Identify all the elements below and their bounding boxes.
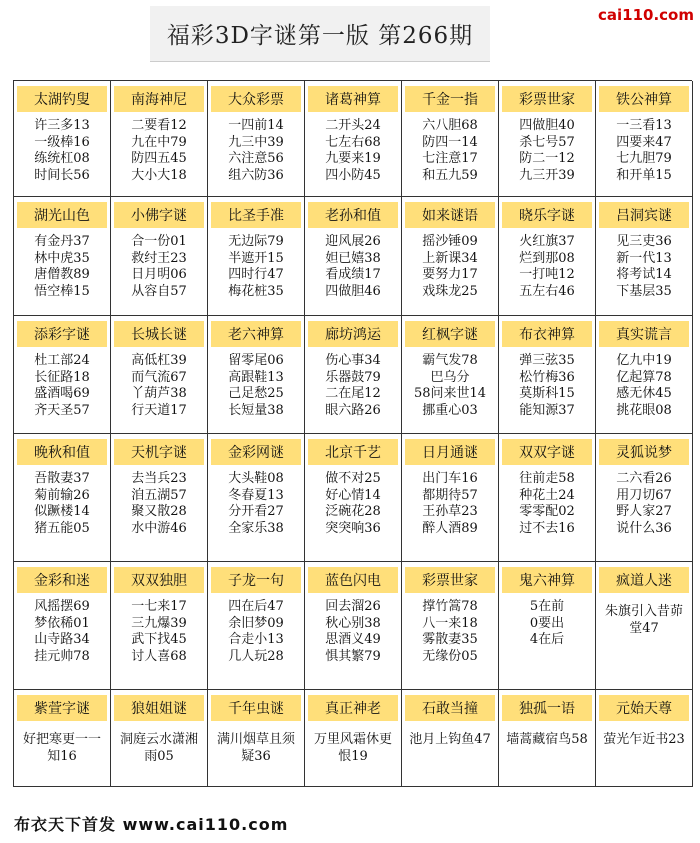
riddle-line: 58问来世14: [413, 386, 487, 401]
riddle-lines: [402, 234, 498, 300]
riddle-line: 亿九中19: [616, 353, 672, 368]
column-header: 长城长谜: [114, 321, 204, 347]
riddle-line: 摇沙锤09: [422, 234, 478, 249]
riddle-line: 七注意17: [422, 151, 478, 166]
riddle-line: 四时行47: [228, 267, 284, 282]
riddle-lines: [596, 234, 692, 300]
riddle-cell: [14, 434, 111, 562]
riddle-line: 唐僧教89: [34, 267, 90, 282]
riddle-line: 六注意56: [228, 151, 284, 166]
column-header: 日月通谜: [405, 439, 495, 465]
riddle-line: 都期待57: [422, 487, 478, 503]
riddle-line: 九在中79: [131, 134, 187, 150]
riddle-line: 七左右68: [325, 134, 381, 150]
riddle-line: 妲已嬉38: [325, 250, 381, 266]
riddle-line: 杀七号57: [519, 134, 575, 150]
riddle-line: 洞庭云水潇湘雨05: [119, 732, 198, 764]
riddle-line: 齐天圣57: [34, 402, 90, 418]
riddle-cell: [499, 81, 596, 197]
riddle-line: 丫葫芦38: [131, 386, 187, 401]
column-header: 疯道人迷: [599, 567, 689, 593]
riddle-line: 感无休45: [616, 386, 672, 401]
riddle-cell: [111, 316, 208, 434]
riddle-line: 留零尾06: [228, 353, 284, 368]
riddle-lines: [14, 731, 110, 765]
riddle-cell: [111, 690, 208, 787]
riddle-line: 长征路18: [34, 369, 90, 385]
riddle-line: 高低杠39: [131, 353, 187, 368]
riddle-line: 己足愁25: [228, 386, 284, 401]
column-header: 灵狐说梦: [599, 439, 689, 465]
column-header: 红枫字谜: [405, 321, 495, 347]
riddle-line: 水中游46: [131, 520, 187, 536]
riddle-line: 九三开39: [519, 167, 575, 183]
riddle-line: 练统杠08: [34, 151, 90, 166]
riddle-line: 秋心别38: [325, 615, 381, 631]
riddle-lines: [305, 471, 401, 537]
riddle-line: 突突响36: [325, 520, 381, 536]
riddle-line: 种花土24: [519, 487, 575, 503]
page-title: 福彩3D字谜第一版 第266期: [166, 23, 474, 49]
riddle-line: 上新课34: [422, 250, 478, 266]
riddle-line: 梅花桩35: [228, 283, 284, 299]
riddle-line: 无边际79: [228, 234, 284, 249]
riddle-line: 好心情14: [325, 487, 381, 503]
column-header: 小佛字谜: [114, 202, 204, 228]
riddle-line: 救纣王23: [131, 250, 187, 266]
riddle-line: 0要出: [529, 615, 565, 631]
riddle-line: 说什么36: [616, 520, 672, 536]
riddle-lines: [111, 731, 207, 765]
column-header: 老六神算: [211, 321, 301, 347]
riddle-line: 雾散妻35: [422, 632, 478, 647]
riddle-lines: [111, 599, 207, 665]
column-header: 金彩网谜: [211, 439, 301, 465]
riddle-lines: [402, 118, 498, 184]
column-header: 晓乐字谜: [502, 202, 592, 228]
column-header: 如来谜语: [405, 202, 495, 228]
riddle-lines: [499, 599, 595, 649]
riddle-line: 而气流67: [131, 369, 187, 385]
riddle-line: 能知源37: [519, 402, 575, 418]
riddle-lines: [14, 118, 110, 184]
riddle-cell: [305, 316, 402, 434]
riddle-line: 组六防36: [228, 167, 284, 183]
riddle-line: 半遮开15: [228, 250, 284, 266]
riddle-cell: [208, 197, 305, 316]
riddle-line: 三九爆39: [131, 615, 187, 631]
riddle-line: 二要看12: [131, 118, 187, 133]
riddle-line: 巴乌分: [430, 369, 470, 385]
riddle-line: 四要来47: [616, 134, 672, 150]
column-header: 比圣手准: [211, 202, 301, 228]
riddle-line: 菊前输26: [34, 487, 90, 503]
riddle-lines: [596, 353, 692, 419]
riddle-line: 盛酒喝69: [34, 386, 90, 401]
column-header: 真正神老: [308, 695, 398, 721]
riddle-line: 眼六路26: [325, 402, 381, 418]
riddle-line: 万里风霜休更恨19: [313, 732, 392, 764]
riddle-line: 王孙草23: [422, 504, 478, 519]
column-header: 北京千艺: [308, 439, 398, 465]
riddle-line: 见三吏36: [616, 234, 672, 249]
riddle-lines: [208, 118, 304, 184]
riddle-cell: [402, 562, 499, 690]
riddle-line: 四做胆46: [325, 283, 381, 299]
riddle-line: 萤光乍近书23: [603, 732, 685, 747]
riddle-line: 吾散妻37: [34, 471, 90, 486]
riddle-lines: [305, 234, 401, 300]
riddle-cell: [402, 690, 499, 787]
riddle-line: 防二一12: [519, 151, 575, 166]
riddle-cell: [596, 81, 693, 197]
riddle-line: 往前走58: [519, 471, 575, 486]
riddle-line: 二六看26: [616, 471, 672, 486]
riddle-line: 悟空棒15: [34, 283, 90, 299]
riddle-line: 日月明06: [131, 267, 187, 282]
riddle-cell: [596, 316, 693, 434]
riddle-line: 防四一14: [422, 134, 478, 150]
riddle-line: 墙蒿藏宿鸟58: [506, 732, 588, 747]
riddle-line: 用刀切67: [616, 487, 672, 503]
riddle-lines: [14, 234, 110, 300]
riddle-lines: [596, 118, 692, 184]
riddle-cell: [596, 197, 693, 316]
riddle-line: 和开单15: [616, 167, 672, 183]
riddle-line: 松竹梅36: [519, 369, 575, 385]
riddle-line: 六八胆68: [422, 118, 478, 133]
riddle-line: 九要来19: [325, 151, 381, 166]
column-header: 独孤一语: [502, 695, 592, 721]
riddle-line: 烂到那08: [519, 250, 575, 266]
riddle-line: 过不去16: [519, 520, 575, 536]
riddle-lines: [305, 599, 401, 665]
riddle-line: 时间长56: [34, 167, 90, 183]
riddle-line: 出门车16: [422, 471, 478, 486]
riddle-line: 分开看27: [228, 504, 284, 519]
riddle-line: 惧其繁79: [325, 648, 381, 664]
column-header: 千金一指: [405, 86, 495, 112]
column-header: 南海神尼: [114, 86, 204, 112]
riddle-line: 撑竹篙78: [422, 599, 478, 614]
riddle-line: 要努力17: [422, 267, 478, 282]
riddle-lines: [596, 603, 692, 637]
riddle-lines: [208, 731, 304, 765]
riddle-line: 一级棒16: [34, 134, 90, 150]
riddle-cell: [499, 197, 596, 316]
riddle-lines: [402, 599, 498, 665]
riddle-line: 八一来18: [422, 615, 478, 631]
riddle-lines: [111, 118, 207, 184]
riddle-line: 弹三弦35: [519, 353, 575, 368]
riddle-line: 新一代13: [616, 250, 672, 266]
riddle-lines: [208, 234, 304, 300]
riddle-line: 迎风展26: [325, 234, 381, 249]
riddle-lines: [402, 471, 498, 537]
riddle-line: 一三看13: [616, 118, 672, 133]
riddle-cell: [499, 316, 596, 434]
riddle-line: 有金丹37: [34, 234, 90, 249]
riddle-line: 冬春夏13: [228, 487, 284, 503]
riddle-line: 大头鞋08: [228, 471, 284, 486]
riddle-line: 林中虎35: [34, 250, 90, 266]
riddle-line: 亿起算78: [616, 369, 672, 385]
riddle-cell: [499, 434, 596, 562]
riddle-line: 4在后: [529, 632, 565, 647]
column-header: 石敢当撞: [405, 695, 495, 721]
column-header: 子龙一句: [211, 567, 301, 593]
riddle-line: 下基层35: [616, 283, 672, 299]
riddle-line: 和五九59: [422, 167, 478, 183]
riddle-line: 无缘份05: [422, 648, 478, 664]
riddle-line: 挪重心03: [422, 402, 478, 418]
riddle-line: 回去溜26: [325, 599, 381, 614]
riddle-cell: [111, 197, 208, 316]
column-header: 老孙和值: [308, 202, 398, 228]
riddle-line: 满川烟草且须疑36: [216, 732, 295, 764]
riddle-line: 山寺路34: [34, 632, 90, 647]
riddle-lines: [208, 471, 304, 537]
riddle-lines: [14, 599, 110, 665]
riddle-cell: [14, 81, 111, 197]
column-header: 布衣神算: [502, 321, 592, 347]
column-header: 诸葛神算: [308, 86, 398, 112]
riddle-cell: [402, 434, 499, 562]
riddle-line: 从容自57: [131, 283, 187, 299]
riddle-line: 全家乐38: [228, 520, 284, 536]
riddle-lines: [499, 118, 595, 184]
column-header: 廊坊鸿运: [308, 321, 398, 347]
riddle-line: 好把寒更一一知16: [22, 732, 101, 764]
riddle-line: 长短量38: [228, 402, 284, 418]
riddle-line: 行天道17: [131, 402, 187, 418]
riddle-cell: [596, 434, 693, 562]
riddle-line: 猪五能05: [34, 520, 90, 536]
riddle-table: [13, 80, 692, 787]
riddle-cell: [402, 197, 499, 316]
riddle-line: 四做胆40: [519, 118, 575, 133]
riddle-cell: [208, 690, 305, 787]
riddle-line: 似蹶楼14: [34, 504, 90, 519]
column-header: 大众彩票: [211, 86, 301, 112]
riddle-lines: [305, 731, 401, 765]
riddle-lines: [111, 234, 207, 300]
column-header: 鬼六神算: [502, 567, 592, 593]
riddle-line: 泛碗花28: [325, 504, 381, 519]
riddle-line: 四在后47: [228, 599, 284, 614]
riddle-line: 莫斯科15: [519, 386, 575, 401]
riddle-line: 一打吨12: [519, 267, 575, 282]
riddle-lines: [111, 471, 207, 537]
footer-source: 布衣天下首发 www.cai110.com: [14, 815, 289, 834]
site-logo[interactable]: cai110.com: [598, 6, 694, 24]
riddle-line: 做不对25: [325, 471, 381, 486]
riddle-lines: [111, 353, 207, 419]
riddle-line: 思酒义49: [325, 632, 381, 647]
riddle-line: 醉人酒89: [422, 520, 478, 536]
riddle-line: 九三中39: [228, 134, 284, 150]
riddle-cell: [596, 562, 693, 690]
column-header: 双双字谜: [502, 439, 592, 465]
riddle-line: 五左右46: [519, 283, 575, 299]
riddle-line: 风摇摆69: [34, 599, 90, 614]
riddle-cell: [499, 690, 596, 787]
riddle-line: 大小大18: [131, 167, 187, 183]
column-header: 千年虫谜: [211, 695, 301, 721]
column-header: 紫萱字谜: [17, 695, 107, 721]
riddle-line: 霸气发78: [422, 353, 478, 368]
column-header: 双双独胆: [114, 567, 204, 593]
riddle-cell: [305, 434, 402, 562]
riddle-cell: [14, 690, 111, 787]
riddle-lines: [499, 353, 595, 419]
riddle-line: 挑花眼08: [616, 402, 672, 418]
riddle-line: 二在尾12: [325, 386, 381, 401]
riddle-cell: [305, 690, 402, 787]
riddle-line: 讨人喜68: [131, 648, 187, 664]
riddle-line: 一四前14: [228, 118, 284, 133]
riddle-lines: [596, 731, 692, 748]
riddle-lines: [402, 731, 498, 748]
riddle-cell: [305, 197, 402, 316]
riddle-line: 几人玩28: [228, 648, 284, 664]
riddle-line: 伤心事34: [325, 353, 381, 368]
riddle-line: 去当兵23: [131, 471, 187, 486]
riddle-lines: [208, 353, 304, 419]
column-header: 彩票世家: [405, 567, 495, 593]
riddle-line: 许三多13: [34, 118, 90, 133]
column-header: 铁公神算: [599, 86, 689, 112]
riddle-lines: [305, 353, 401, 419]
riddle-lines: [499, 471, 595, 537]
column-header: 晚秋和值: [17, 439, 107, 465]
riddle-line: 5在前: [529, 599, 565, 614]
riddle-line: 合走小13: [228, 632, 284, 647]
riddle-cell: [596, 690, 693, 787]
riddle-lines: [499, 234, 595, 300]
column-header: 狼姐姐谜: [114, 695, 204, 721]
riddle-cell: [208, 316, 305, 434]
riddle-cell: [111, 81, 208, 197]
title-banner: [150, 6, 490, 62]
riddle-line: 二开头24: [325, 118, 381, 133]
riddle-cell: [14, 316, 111, 434]
riddle-line: 防四五45: [131, 151, 187, 166]
riddle-line: 乐器鼓79: [325, 369, 381, 385]
riddle-cell: [402, 316, 499, 434]
riddle-cell: [208, 434, 305, 562]
riddle-cell: [305, 562, 402, 690]
riddle-line: 合一份01: [131, 234, 187, 249]
column-header: 元始天尊: [599, 695, 689, 721]
riddle-line: 零零配02: [519, 504, 575, 519]
column-header: 金彩和迷: [17, 567, 107, 593]
riddle-line: 看成绩17: [325, 267, 381, 282]
riddle-line: 野人家27: [616, 504, 672, 519]
riddle-lines: [14, 471, 110, 537]
column-header: 天机字谜: [114, 439, 204, 465]
riddle-line: 杜工部24: [34, 353, 90, 368]
riddle-line: 七九胆79: [616, 151, 672, 166]
riddle-line: 将考试14: [616, 267, 672, 282]
riddle-line: 高跟鞋13: [228, 369, 284, 385]
riddle-line: 戏珠龙25: [422, 283, 478, 299]
riddle-lines: [499, 731, 595, 748]
riddle-cell: [14, 562, 111, 690]
riddle-cell: [208, 562, 305, 690]
column-header: 蓝色闪电: [308, 567, 398, 593]
riddle-cell: [111, 562, 208, 690]
riddle-line: 火红旗37: [519, 234, 575, 249]
riddle-cell: [14, 197, 111, 316]
riddle-cell: [402, 81, 499, 197]
riddle-lines: [305, 118, 401, 184]
riddle-line: 四小防45: [325, 167, 381, 183]
riddle-cell: [499, 562, 596, 690]
column-header: 湖光山色: [17, 202, 107, 228]
riddle-line: 朱旗引入昔茆堂47: [604, 604, 683, 636]
riddle-lines: [596, 471, 692, 537]
column-header: 添彩字谜: [17, 321, 107, 347]
column-header: 太湖钓叟: [17, 86, 107, 112]
riddle-cell: [208, 81, 305, 197]
riddle-line: 聚又散28: [131, 504, 187, 519]
riddle-line: 一七来17: [131, 599, 187, 614]
riddle-line: 挂元帅78: [34, 648, 90, 664]
column-header: 吕洞宾谜: [599, 202, 689, 228]
riddle-lines: [402, 353, 498, 419]
riddle-cell: [305, 81, 402, 197]
column-header: 彩票世家: [502, 86, 592, 112]
riddle-cell: [111, 434, 208, 562]
riddle-line: 洎五湖57: [131, 487, 187, 503]
riddle-lines: [14, 353, 110, 419]
riddle-lines: [208, 599, 304, 665]
column-header: 真实谎言: [599, 321, 689, 347]
riddle-line: 池月上钩鱼47: [409, 732, 491, 747]
riddle-line: 余旧梦09: [228, 615, 284, 631]
riddle-line: 武下找45: [131, 632, 187, 647]
riddle-line: 梦依稀01: [34, 615, 90, 631]
